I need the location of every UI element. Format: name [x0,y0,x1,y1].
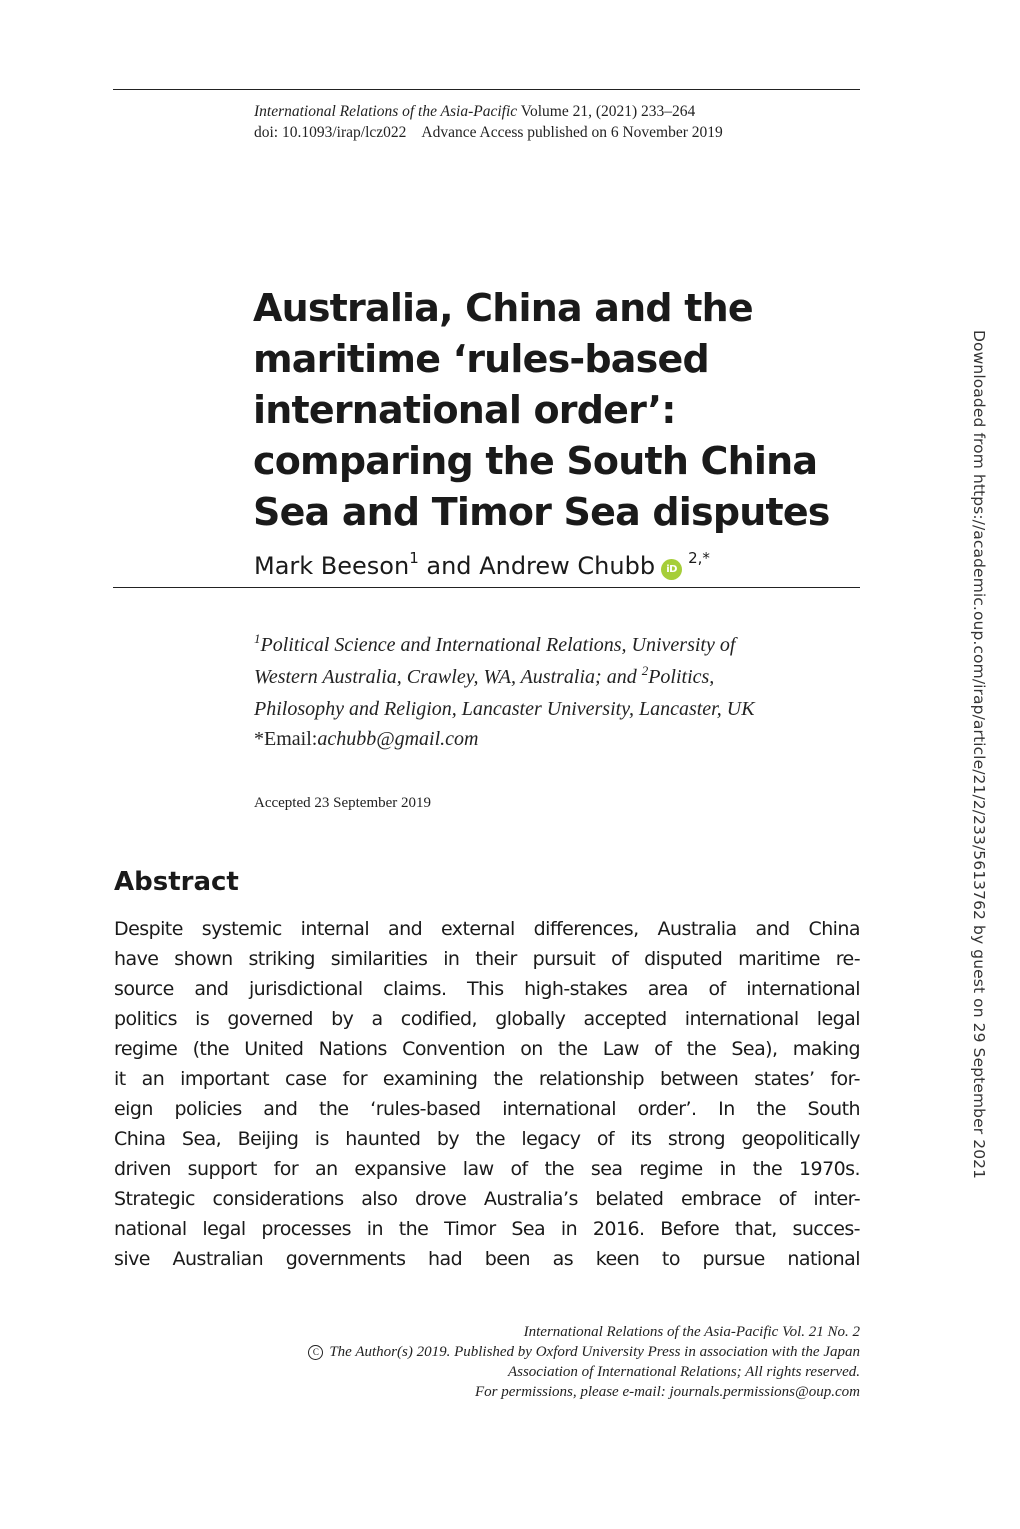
page-footer [113,1322,860,1402]
journal-name: International Relations of the Asia-Pacific [254,103,518,120]
title-line: comparing the South China [253,439,818,483]
affil-line-2a: Western Australia, Crawley, WA, Australia; and [254,666,637,688]
abstract-line: politics is governed by a codified, globally accepted international legal [114,1008,860,1030]
journal-header [254,101,854,143]
title-line: Australia, China and the [253,286,753,330]
abstract-heading: Abstract [114,867,239,897]
affil-line-1: Political Science and International Relations, University of [260,634,736,656]
volume-info: Volume 21, (2021) 233–264 [520,103,696,120]
affil-line-2b: Politics, [648,666,715,688]
abstract-line: China Sea, Beijing is haunted by the legacy of its strong geopolitically [114,1128,860,1150]
abstract-line: source and jurisdictional claims. This high-stakes area of international [114,978,860,1000]
title-line: Sea and Timor Sea disputes [253,490,830,534]
footer-association: Association of International Relations; All rights reserved. [507,1364,860,1380]
abstract-line: regime (the United Nations Convention on the Law of the Sea), making [114,1038,860,1060]
author-chubb-affil: 2,* [688,549,710,567]
affiliations [254,630,864,754]
abstract-line: Strategic considerations also drove Australia’s belated embrace of inter- [114,1188,860,1210]
email-link[interactable]: achubb@gmail.com [317,728,479,750]
footer-permissions[interactable]: For permissions, please e-mail: journals.permissions@oup.com [474,1384,860,1400]
author-list [254,549,710,586]
affil-sup-1: 1 [254,631,261,646]
download-watermark [966,330,988,1210]
email-label: *Email: [254,728,318,750]
abstract-line: have shown striking similarities in their pursuit of disputed maritime re- [114,948,860,970]
abstract-body [114,914,860,1274]
abstract-line: driven support for an expansive law of the sea regime in the 1970s. [114,1158,860,1180]
author-chubb[interactable]: Andrew Chubb [479,552,656,580]
affil-line-3: Philosophy and Religion, Lancaster University, Lancaster, UK [254,698,755,720]
author-rule [113,587,860,588]
download-note: Downloaded from https://academic.oup.com/irap/article/21/2/233/5613762 by guest on 29 September 2021 [970,330,988,1180]
advance-access: Advance Access published on 6 November 2019 [421,124,723,141]
abstract-line: sive Australian governments had been as keen to pursue national [114,1248,860,1270]
abstract-line: it an important case for examining the relationship between states’ for- [114,1068,860,1090]
abstract-line: Despite systemic internal and external differences, Australia and China [114,918,860,940]
footer-journal: International Relations of the Asia-Pacific Vol. 21 No. 2 [523,1324,860,1340]
copyright-icon: C [308,1345,323,1360]
doi[interactable]: doi: 10.1093/irap/lcz022 [254,124,407,141]
header-rule [113,89,860,90]
article-title [253,283,853,538]
author-connector: and [426,552,472,580]
author-beeson-affil: 1 [409,549,419,567]
affil-sup-2: 2 [641,663,649,678]
title-line: international order’: [253,388,676,432]
orcid-icon[interactable]: iD [661,559,682,580]
title-line: maritime ‘rules-based [253,337,709,381]
accepted-date: Accepted 23 September 2019 [254,795,432,811]
author-beeson[interactable]: Mark Beeson [254,552,410,580]
abstract-line: eign policies and the ‘rules-based international order’. In the South [114,1098,860,1120]
footer-copyright: The Author(s) 2019. Published by Oxford University Press in association with the Japan [329,1344,860,1360]
abstract-line: national legal processes in the Timor Sea in 2016. Before that, succes- [114,1218,860,1240]
